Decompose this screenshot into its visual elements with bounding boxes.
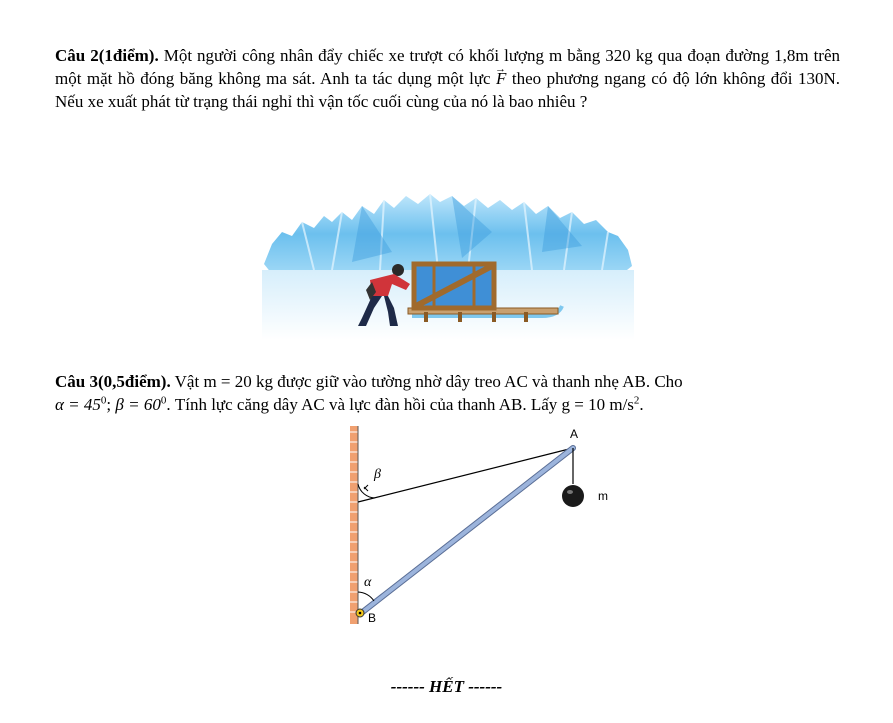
question-2-heading: Câu 2(1điểm). (55, 46, 159, 65)
sled-illustration (262, 192, 634, 340)
wooden-crate (414, 264, 494, 308)
force-vector-symbol: → F (496, 69, 506, 88)
mass-ball (562, 485, 584, 507)
label-alpha: α (364, 575, 372, 590)
question-3-text-part2: . Tính lực căng dây AC và lực đàn hồi của thanh AB. Lấy g = 10 m/s (166, 395, 634, 414)
unit-exponent: 2 (633, 394, 640, 407)
label-a: A (569, 427, 579, 441)
wall (350, 426, 358, 624)
question-2-text-part1: Một người công nhân đẩy chiếc xe trượt có khối lượng m bằng 320 kg qua đoạn đường 1,8m trên một mặt hồ đóng băng không ma sát. Anh ta tác dụng một lực (55, 46, 840, 88)
alpha-arc (358, 592, 374, 601)
beta-value: β = 60 (115, 395, 161, 414)
alpha-degree: 0 (100, 394, 107, 407)
label-m: m (598, 489, 608, 503)
angle-separator: ; (106, 395, 116, 414)
question-3-text-part1: Vật m = 20 kg được giữ vào tường nhờ dây treo AC và thanh nhẹ AB. Cho (170, 372, 683, 391)
label-b: B (368, 611, 377, 625)
question-3-paragraph (55, 370, 840, 416)
end-marker: ------ HẾT ------ (390, 677, 503, 696)
label-beta: β (374, 467, 381, 482)
physics-diagram (330, 420, 630, 635)
question-3-end: . (639, 395, 644, 414)
alpha-value: α = 45 (55, 395, 101, 414)
question-2-text-part2: theo phương ngang có độ lớn không đổi 130N. Nếu xe xuất phát từ trạng thái nghỉ thì vận tốc cuối cùng của nó là bao nhiêu ? (55, 69, 840, 111)
beta-degree: 0 (160, 394, 167, 407)
question-3-heading: Câu 3(0,5điểm). (55, 372, 171, 391)
question-2-paragraph (55, 44, 840, 113)
